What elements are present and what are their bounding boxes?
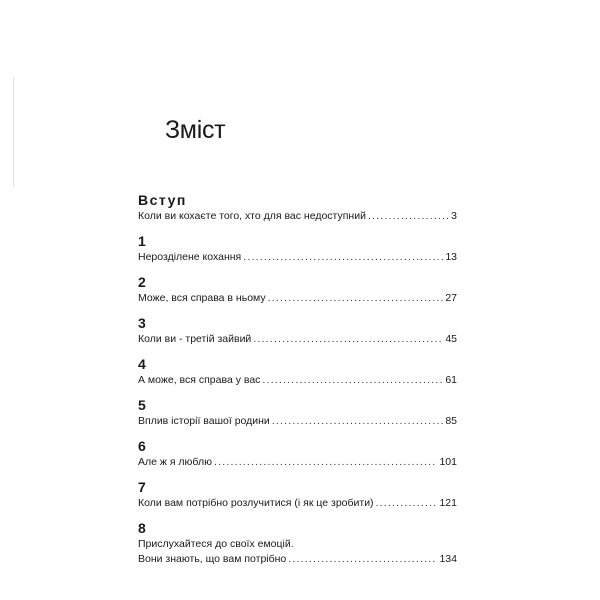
chapter-number: 7 xyxy=(138,479,146,495)
toc-page-number: 134 xyxy=(439,553,457,565)
toc-section-chapter-7 xyxy=(138,479,457,511)
toc-entry-chapter-6[interactable] xyxy=(138,455,457,470)
dot-leader xyxy=(288,552,437,567)
page-title: Зміст xyxy=(165,116,226,144)
dot-leader xyxy=(376,496,438,511)
toc-section-chapter-1 xyxy=(138,233,457,265)
toc-entry-title: Нерозділене кохання xyxy=(138,251,242,263)
chapter-number: 6 xyxy=(138,438,146,454)
toc-entry-intro[interactable] xyxy=(138,209,457,224)
chapter-number: 1 xyxy=(138,233,146,249)
toc-entry-chapter-2[interactable] xyxy=(138,291,457,306)
toc-section-chapter-3 xyxy=(138,315,457,347)
toc-page-number: 101 xyxy=(439,456,457,468)
toc-entry-chapter-4[interactable] xyxy=(138,373,457,388)
toc-entry-title: Але ж я люблю xyxy=(138,456,212,468)
toc-page-number: 85 xyxy=(445,415,457,427)
toc-section-chapter-2 xyxy=(138,274,457,306)
toc-entry-title: А може, вся справа у вас xyxy=(138,374,261,386)
chapter-number: 2 xyxy=(138,274,146,290)
chapter-number: 8 xyxy=(138,520,146,536)
intro-heading: Вступ xyxy=(138,192,187,208)
toc-entry-title-line-1: Прислухайтеся до своїх емоцій. xyxy=(138,538,294,550)
dot-leader xyxy=(272,414,444,429)
chapter-number: 3 xyxy=(138,315,146,331)
toc-entry-title: Коли ви - третій зайвий xyxy=(138,333,252,345)
toc-entry-title-line-2: Вони знають, що вам потрібно xyxy=(138,553,287,565)
toc-entry-title: Вплив історії вашої родини xyxy=(138,415,270,427)
dot-leader xyxy=(368,209,449,224)
page-edge-line xyxy=(13,78,14,186)
dot-leader xyxy=(243,250,443,265)
toc-page-number: 13 xyxy=(445,251,457,263)
toc-entry-chapter-8[interactable] xyxy=(138,552,457,567)
toc-section-chapter-5 xyxy=(138,397,457,429)
toc-entry-chapter-7[interactable] xyxy=(138,496,457,511)
toc-entry-chapter-3[interactable] xyxy=(138,332,457,347)
toc-entry-title: Коли ви кохаєте того, хто для вас недоступний xyxy=(138,210,366,222)
dot-leader xyxy=(253,332,443,347)
toc-section-chapter-8 xyxy=(138,520,457,567)
toc-page-number: 3 xyxy=(451,210,457,222)
toc-entry-chapter-1[interactable] xyxy=(138,250,457,265)
toc-entry-chapter-5[interactable] xyxy=(138,414,457,429)
toc-page-number: 121 xyxy=(439,497,457,509)
chapter-number: 4 xyxy=(138,356,146,372)
toc-entry-title: Коли вам потрібно розлучитися (і як це зробити) xyxy=(138,497,374,509)
dot-leader xyxy=(262,373,443,388)
dot-leader xyxy=(214,455,437,470)
dot-leader xyxy=(268,291,444,306)
toc-page-number: 45 xyxy=(445,333,457,345)
toc-section-chapter-4 xyxy=(138,356,457,388)
table-of-contents xyxy=(138,192,457,567)
toc-section-intro xyxy=(138,192,457,224)
toc-page-number: 27 xyxy=(445,292,457,304)
toc-entry-title: Може, вся справа в ньому xyxy=(138,292,266,304)
chapter-number: 5 xyxy=(138,397,146,413)
toc-page-number: 61 xyxy=(445,374,457,386)
toc-section-chapter-6 xyxy=(138,438,457,470)
